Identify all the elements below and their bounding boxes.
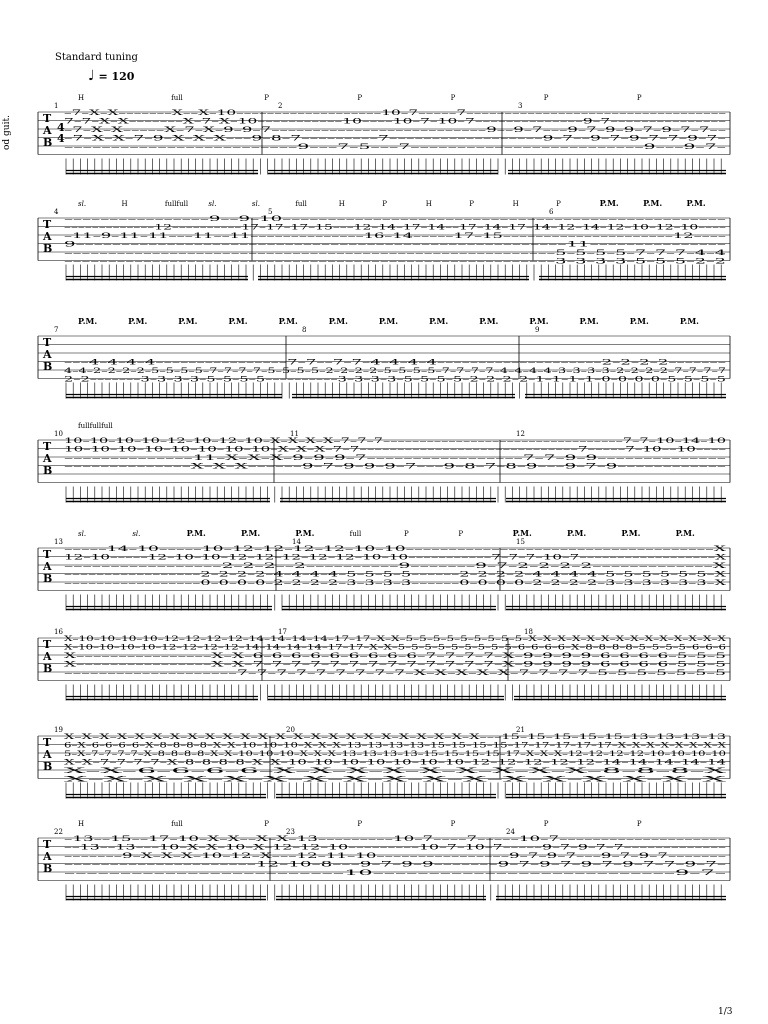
fret-string-row: ––––––––––––––––––––––––––––––––––––––––––––––––––––––––5–5–5–5–7–7–7–4–4 [64,249,728,257]
technique-marking: P.M. [675,528,695,538]
fret-string-row: X–X–6–6–6–6–X–X–X–X–X–X–X–X–X–8–8–8–X [64,767,727,775]
technique-marking: P.M. [621,528,641,538]
measure-number: 5 [268,208,273,216]
measure-number: 4 [54,208,59,216]
fret-string-row: –––4–4–4–4––––––––––––––––7–7––7–7–4–4–4–4––––––––––––––––––––2–2–2–2––––––– [64,358,728,367]
tab-clef-letter: B [43,662,53,675]
fret-string-row: 6–X–6–6–6–6–X–8–8–8–8–X–X–10–10–10–X–X–X–13–13–13–13–15–15–15–15–17–17–17–17–17–X–X–X–X–X–X–X–X [64,741,727,750]
technique-marking: P.M. [512,528,532,538]
tab-clef-letter: T [43,218,52,231]
technique-marking: P [450,94,456,102]
technique-marking: P.M. [567,528,587,538]
technique-marking: P.M. [378,316,399,326]
technique-marking: H [78,820,85,828]
fret-string-row: –7–X–X–7–9–X–X–X–––9–8–7–––––––––7––––––––––––––––––9–7––9–7–9–7–7–9–7– [64,134,728,143]
tab-clef-letter: T [43,548,52,561]
technique-marking: full [171,820,183,828]
page-number: 1/3 [718,1007,733,1017]
technique-marking: P.M. [178,316,198,326]
technique-marking: P.M. [186,528,206,538]
technique-marking: P.M. [241,528,261,538]
time-signature-top: 4 [57,121,65,134]
measure-number: 8 [302,326,307,334]
tab-clef-letter: A [43,230,52,243]
fret-string-row: X–10–10–10–10–12–12–12–12–14–14–14–14–17–17–X–X–5–5–5–5–5–5–5–5–5–6–6–6–6–X–8–8–8–8–5–5–5–5–6–6–6 [64,643,727,652]
fret-string-row: 9––––––––––––––––––––––––––––––––––––––––––––––––––––––11––––––––––––––– [64,240,728,249]
fret-string-row: –––––––––––––12––––––––––17–17–17–15–––12–14–17–14––17–14–17–14–12–14–12–10–12–10–––– [64,223,727,232]
fret-string-row: X–X–X–X–X–X–X–X–X–X–X–X–X–X–X–X–X–X–X–X–X–X–X–X–––15–15–15–15–15–13–13–13–13 [64,733,726,741]
technique-marking: P.M. [128,316,148,326]
technique-marking: H [338,200,345,208]
technique-marking: P [458,530,464,538]
technique-marking: P.M. [679,316,699,326]
fret-string-row: –––––––––––––––––––––––––10–––––––––––––––––––––––––––9–7– [64,869,728,877]
measure-number: 12 [516,430,525,438]
measure-number: 24 [506,828,515,836]
tab-clef-letter: B [43,242,53,255]
tab-clef-letter: B [43,464,53,477]
technique-marking: P.M. [278,316,298,326]
technique-marking: full [171,94,183,102]
time-signature-bottom: 4 [57,132,65,145]
fret-string-row: –7–X–X–––––X–7–X–9–9–7––––––––––––––––––––––––––9––9–7–––9–7–9–9–7–9–7–7–– [64,126,728,134]
fret-string-row: 10–10–10–10–10–10–10–10–X–X–X–7–7–––––––––––––––––––––––––––––7–––––7–10––10–––– [64,445,728,454]
fret-string-row: X–X–7–7–7–7–X–8–8–8–8–X–X–10–10–10–10–10–10–10–12–12–12–12–12–14–14–14–14–14 [64,758,728,767]
fret-string-row: –11–9–11–11–––11––11––––––––––––––16–14–––––17–15–––––––––––––––––––––12–––– [64,232,728,240]
technique-marking: fullfullfull [78,422,113,430]
technique-marking: P [264,820,270,828]
technique-marking: P [469,200,474,208]
technique-marking: full [295,200,307,208]
technique-marking: P.M. [643,198,663,208]
measure-number: 22 [54,828,63,836]
measure-number: 23 [286,828,295,836]
technique-marking: P [404,530,409,538]
technique-marking: full [349,530,362,538]
tab-clef-letter: A [43,650,52,663]
measure-number: 14 [292,538,301,546]
tab-clef-letter: A [43,748,52,761]
fret-string-row: 2–2–––––––3–3–3–3–5–5–5–5––––––––––3–3–3–3–5–5–5–5–2–2–2–2–1–1–1–1–0–0–0–0–5–5–5–5 [64,375,726,384]
fret-string-row: ––––––––––––––––––––7–7–7–7–7–7–7–7–7–X–X–X–X–X–7–7–7–7–5–5–5–5–5–5–5 [64,669,726,677]
tab-clef-letter: A [43,850,52,863]
technique-marking: P.M. [295,528,315,538]
tab-clef-letter: T [43,112,52,125]
fret-string-row: 12–10–––––12–10–10–12–12–12–12–12–10–10–––––––––––7–7–7–10–7––––––––––––––––––X [64,553,727,562]
instrument-label: od guit. [2,115,12,150]
tuning-label: Standard tuning [55,52,138,63]
tab-clef-letter: T [43,440,52,453]
technique-marking: P [636,820,642,828]
measure-number: 9 [535,326,540,334]
fret-string-row: –––––––––––––––––2–2–2––2––––––––––9–––––––9–7–2–2–2–2–––––––––––––X [64,562,727,570]
fret-string-row: X––––––––––––––––X–X–7–7–7–7–7–7–7–7–7–7–7–7–7–X–9–9–9–9–6–6–6–6–5–5–5 [64,660,726,669]
fret-string-row: –––––––––––––––––––––12–10–8–––9–7–9–9–––––––9–7–9–7–9–7–9–7–7–9–7– [64,860,728,869]
technique-marking: sl. [208,200,217,208]
measure-number: 15 [516,538,525,546]
quarter-note-icon: ♩ [88,68,95,84]
technique-marking: P [543,94,549,102]
fret-string-row: 5–X–7–7–7–7–X–8–8–8–8–X–X–10–10–10–X–X–X–13–13–13–13–15–15–15–15–17–X–X–X–12–12–12–12–10–10–10–10 [64,750,726,758]
measure-number: 10 [54,430,63,438]
technique-marking: P.M. [429,316,449,326]
measure-number: 20 [286,726,295,734]
technique-marking: P.M. [629,316,649,326]
technique-marking: P.M. [686,198,706,208]
technique-marking: sl. [132,530,141,538]
technique-marking: H [121,200,128,208]
fret-string-row: ––––––––––––––11–X–X–X–9–9–9–7–––––––––––––––––7–7–9–9–––––––––––––– [64,454,728,462]
fret-string-row: –––––––––––––––––2–2–2–2–4–4–4–4–5–5–5–5––––––2–2–2–2–4–4–4–4–5–5–5–5–5–5–X [64,570,727,579]
measure-number: 18 [524,628,533,636]
fret-string-row: –––––––9–X–X–X–10–12–X–––12–11–10––––––––––––––––9–7–9–7–––9–7–9–7––––––– [64,852,728,860]
tab-clef-letter: A [43,452,52,465]
technique-marking: P [382,200,387,208]
technique-marking: P.M. [228,316,248,326]
technique-marking: P.M. [599,198,619,208]
technique-marking: fullfull [164,200,189,208]
fret-string-row: 4–4–2–2–2–2–5–5–5–5–7–7–7–7–5–5–5–5–2–2–2–2–5–5–5–5–7–7–7–7–4–4–4–4–3–3–3–3–2–2–2–2–7–7–7–7 [64,367,726,375]
tab-clef-letter: T [43,638,52,651]
tempo-value: = 120 [98,70,135,83]
measure-number: 2 [278,102,283,110]
fret-string-row: ––13––13–––10–X–X–10–X–12–12–10–––––––––10–7–10–7–––––9–7–9–7–7––––––––––––– [64,843,728,852]
technique-marking: P [556,200,561,208]
tab-clef-letter: T [43,336,52,349]
technique-marking: P [543,820,549,828]
technique-marking: P.M. [479,316,499,326]
measure-number: 7 [54,326,59,334]
measure-number: 11 [290,430,299,438]
fret-string-row: –13––15––17–10–X–X––X–X–13–––––––––10–7––––7–––––10–7–––––––––––––––––––– [64,835,728,843]
fret-string-row: –––––––––––––––––––––––––9–––7–5–––7–––––––––––––––––––––––––9–––9–7– [64,143,728,151]
technique-marking: H [425,200,432,208]
technique-marking: sl. [78,200,87,208]
technique-marking: P.M. [328,316,348,326]
technique-marking: P [450,820,456,828]
technique-marking: P [264,94,270,102]
fret-string-row: –––––––––––––––––0–0–0–0–2–2–2–2–3–3–3–3––––––0–0–0–0–2–2–2–2–3–3–3–3–3–3–X [64,579,727,587]
fret-string-row: –––––14–10–––––10–12–12–12–12–10–10––––––––––––––––––––––––––––––––––––X [64,545,727,553]
measure-number: 17 [278,628,287,636]
tab-clef-letter: B [43,572,53,585]
tab-clef-letter: B [43,360,53,373]
tab-clef-letter: T [43,838,52,851]
technique-marking: sl. [78,530,87,538]
technique-marking: P.M. [78,316,98,326]
tab-clef-letter: B [43,136,53,149]
tab-clef-letter: A [43,124,52,137]
technique-marking: P.M. [579,316,599,326]
technique-marking: sl. [251,200,260,208]
technique-marking: P.M. [529,316,549,326]
technique-marking: P [357,820,363,828]
measure-number: 1 [54,102,59,110]
fret-string-row: ––––––––––––––––9––9–10––––––––––––––––––––––––––––––––––––––––––––––––– [64,215,728,223]
technique-marking: P [636,94,642,102]
technique-marking: H [78,94,85,102]
measure-number: 13 [54,538,63,546]
tab-clef-letter: A [43,560,52,573]
fret-string-row: ––––––––––––––X–X–X––––––9–7–9–9–9–7–––9–8–7–8–9–––9–7–9–––––––––––– [64,462,728,471]
fret-string-row: ––––––––––––––––––––––––––––––––––––––––––––––––––––––––3–3–3–3–5–5–5–2–2 [64,257,726,266]
fret-string-row: X–X–X–X–X–X–X–X–X–X–X–X–X–X–X–X–X [64,775,727,784]
fret-string-row: X–10–10–10–10–12–12–12–12–14–14–14–14–17–17–X–X–5–5–5–5–5–5–5–5–5–X–X–X–X–X–X–X–X–X–X–X–X–X–X [64,635,727,643]
measure-number: 3 [518,102,523,110]
fret-string-row: –7–X–X–––––––X––X–10–––––––––––––––––––10–7–––––7–––––––––––––––––––––––––––––––––– [64,109,728,117]
tab-clef-letter: A [43,348,52,361]
measure-number: 16 [54,628,63,636]
technique-marking: P [357,94,363,102]
measure-number: 6 [549,208,554,216]
fret-string-row: 7–7–X–X–––––––X–7–X–10–––––––––––10––––10–7–10–7––––––––––––––9–7––––––––––––––– [64,117,728,126]
tab-clef-letter: T [43,736,52,749]
tab-clef-letter: B [43,862,53,875]
measure-number: 21 [516,726,525,734]
measure-number: 19 [54,726,63,734]
fret-string-row: 10–10–10–10–12–10–12–10–X–X–X–X–7–7–7–––––––––––––––––––––––––––––––––7–7–10–14–10 [64,437,726,445]
technique-marking: H [512,200,519,208]
tab-clef-letter: B [43,760,53,773]
fret-string-row: X––––––––––––––––X–X–6–6–6–6–6–6–6–6–6–7–7–7–7–X–9–9–9–9–6–6–6–6–5–5–5 [64,652,726,660]
